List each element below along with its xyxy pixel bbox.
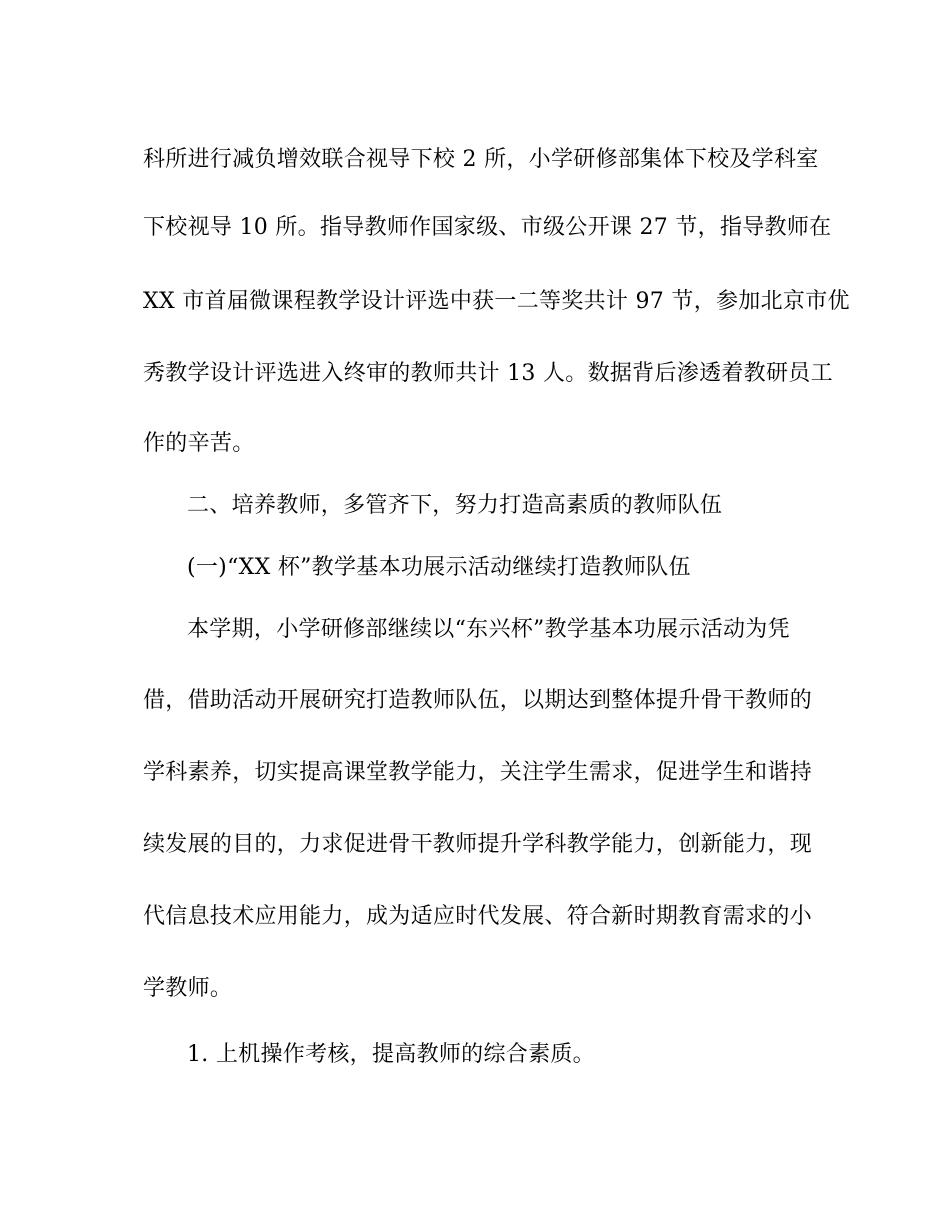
paragraph-line: 本学期，小学研修部继续以“东兴杯”教学基本功展示活动为凭 bbox=[187, 617, 790, 642]
paragraph-line: 续发展的目的，力求促进骨干教师提升学科教学能力，创新能力，现 bbox=[143, 832, 813, 857]
paragraph-line: 学科素养，切实提高课堂教学能力，关注学生需求，促进学生和谐持 bbox=[143, 760, 813, 785]
paragraph-line: XX 市首届微课程教学设计评选中获一二等奖共计 97 节，参加北京市优 bbox=[143, 289, 850, 314]
paragraph-line: 作的辛苦。 bbox=[143, 431, 255, 456]
paragraph-line: 借，借助活动开展研究打造教师队伍，以期达到整体提升骨干教师的 bbox=[143, 688, 813, 713]
list-item: 1. 上机操作考核，提高教师的综合素质。 bbox=[187, 1042, 595, 1067]
paragraph-line: 下校视导 10 所。指导教师作国家级、市级公开课 27 节，指导教师在 bbox=[143, 215, 832, 240]
subsection-heading: (一)“XX 杯”教学基本功展示活动继续打造教师队伍 bbox=[187, 555, 691, 580]
paragraph-line: 代信息技术应用能力，成为适应时代发展、符合新时期教育需求的小 bbox=[143, 904, 813, 929]
paragraph-line: 秀教学设计评选进入终审的教师共计 13 人。数据背后渗透着教研员工 bbox=[143, 361, 833, 386]
paragraph-line: 科所进行减负增效联合视导下校 2 所，小学研修部集体下校及学科室 bbox=[143, 147, 819, 172]
section-heading: 二、培养教师，多管齐下，努力打造高素质的教师队伍 bbox=[187, 493, 723, 518]
paragraph-line: 学教师。 bbox=[143, 976, 233, 1001]
